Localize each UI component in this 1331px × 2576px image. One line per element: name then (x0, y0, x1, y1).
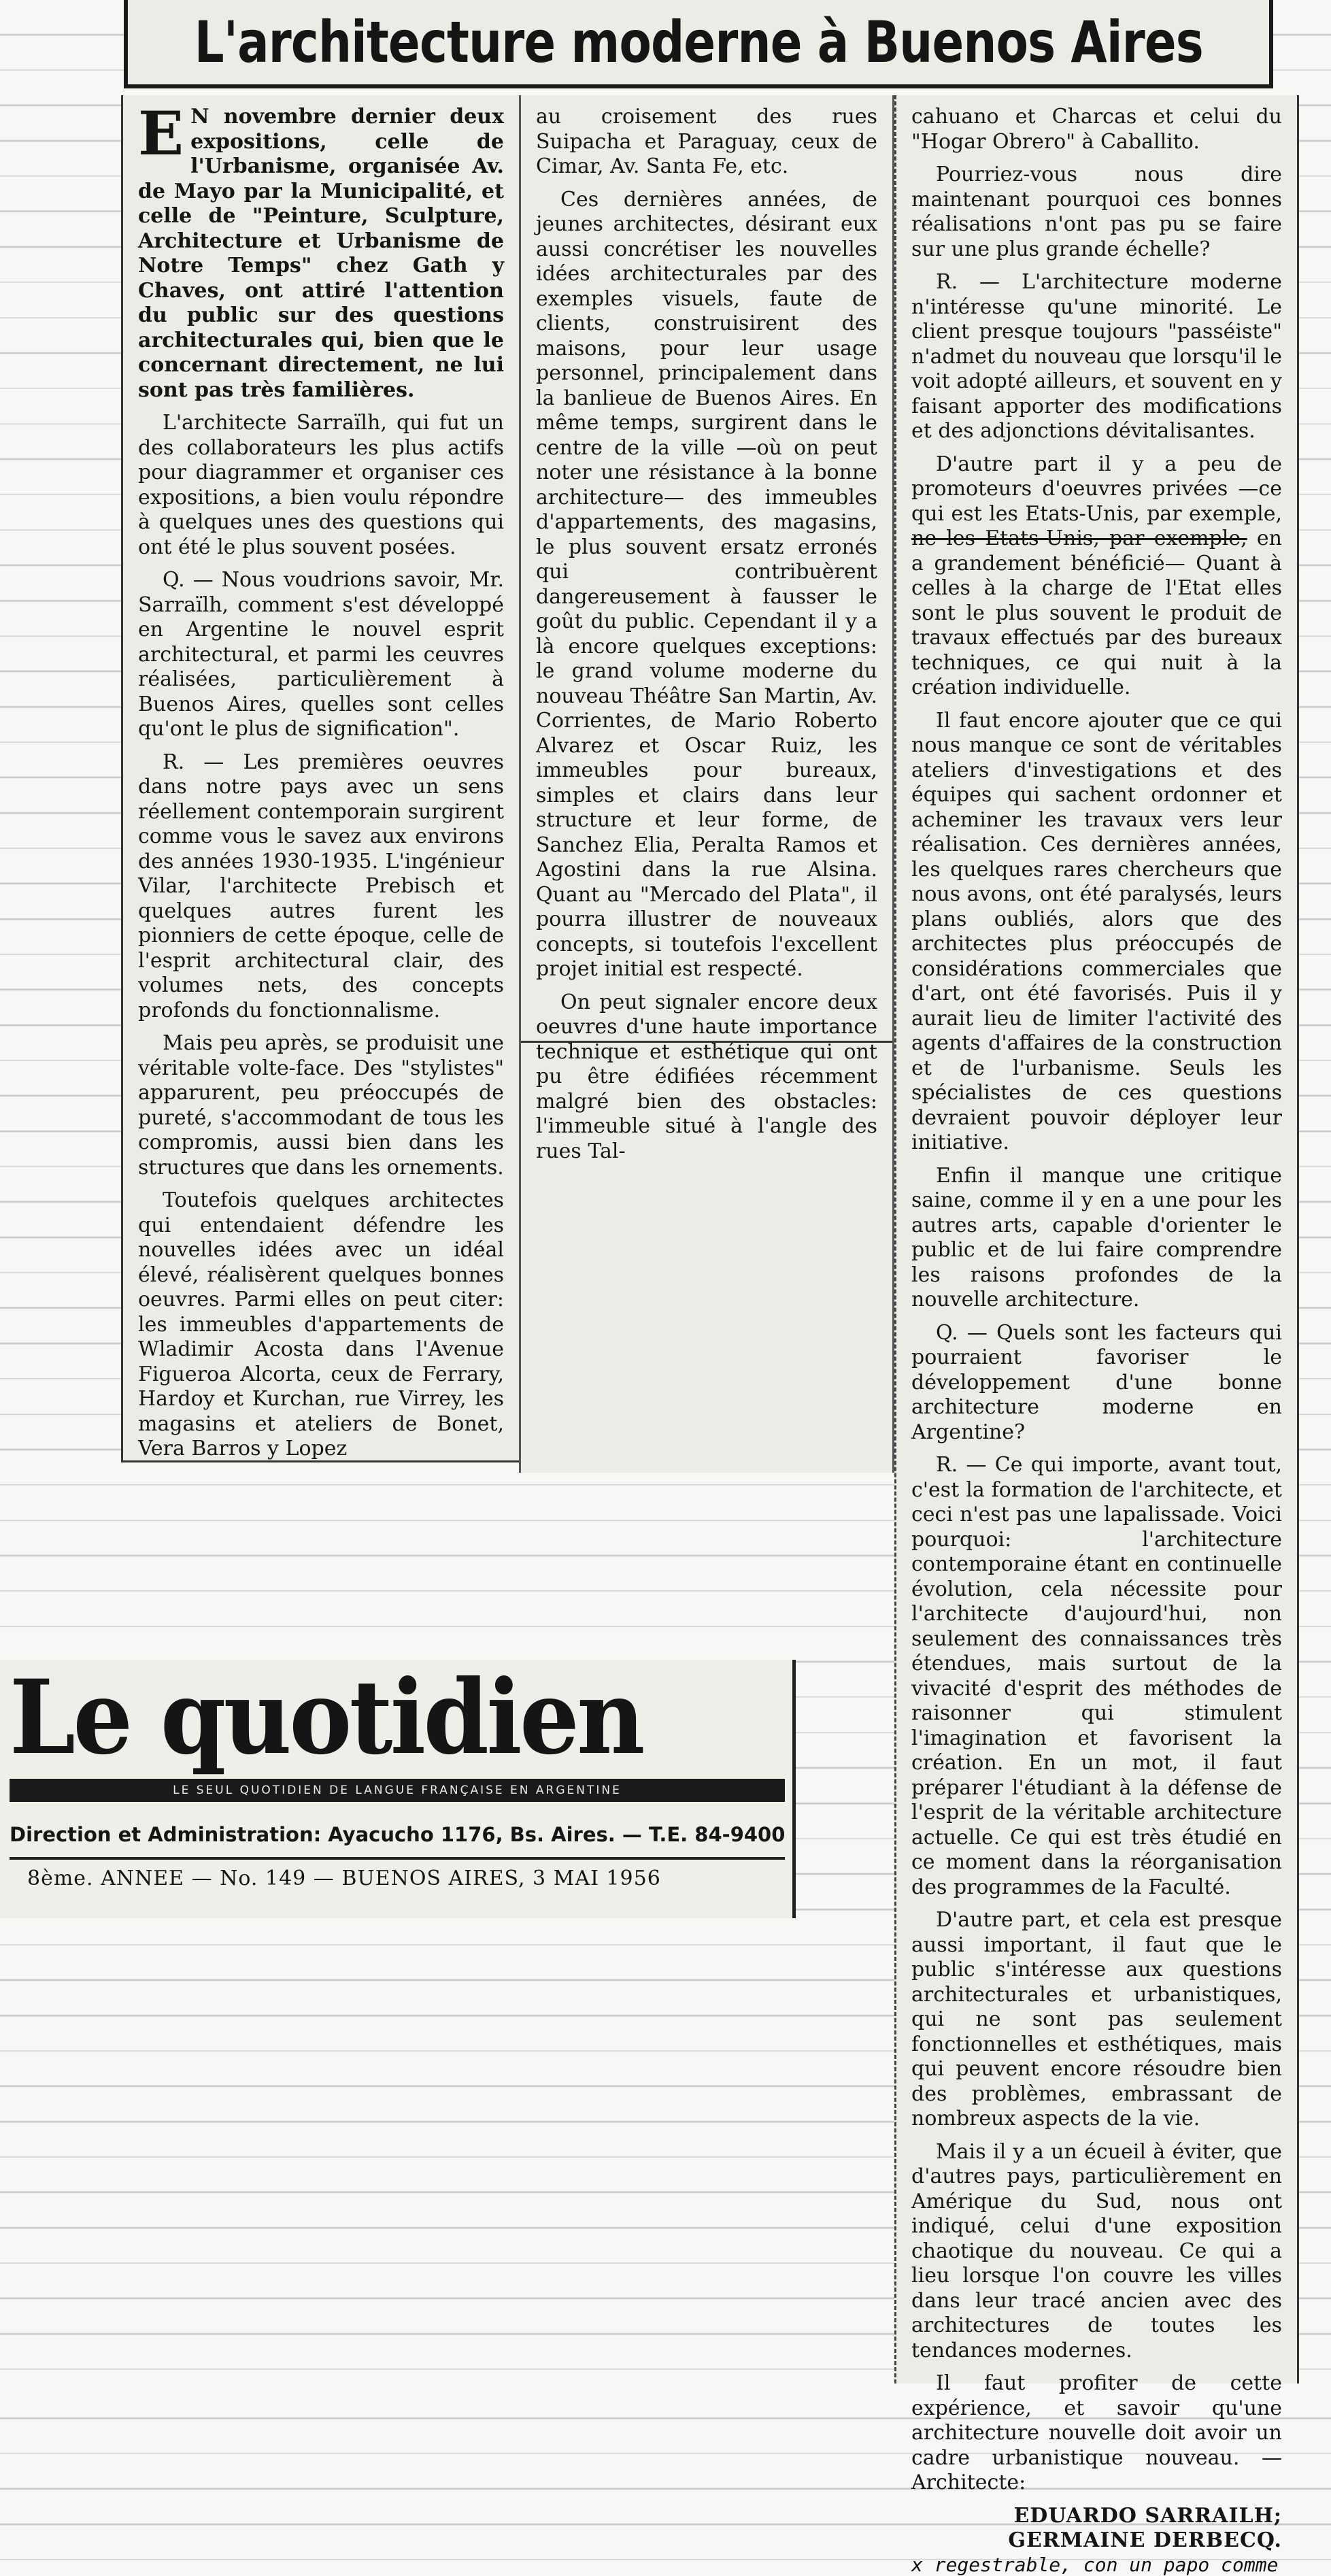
struck-text: ne les Etats-Unis, par exemple, (911, 526, 1247, 550)
masthead-title: Le quotidien (10, 1658, 643, 1777)
masthead-rule (10, 1857, 785, 1860)
question-paragraph: Pourriez-vous nous dire maintenant pourquoi ces bonnes réalisations n'ont pas pu se faire sur une plus grande échelle? (911, 163, 1282, 261)
paragraph: D'autre part, et cela est presque aussi important, il faut que le public s'intéresse aux questions architecturales et urbanistiques, qui ne sont pas seulement fonctionnelles et esthétiques, mais qui peuvent encore résoudre bien des problèmes, embrassant de nombreux aspects de la vie. (911, 1908, 1282, 2130)
article-column-1 (121, 95, 519, 1462)
headline-box (124, 0, 1273, 88)
answer-paragraph: R. — L'architecture moderne n'intéresse qu'une minorité. Le client presque toujours "passéiste" n'admet du nouveau que lorsqu'il le voit adopté ailleurs, et souvent en y faisant apporter des modifications et des adjonctions dévitalisantes. (911, 270, 1282, 443)
author-2: GERMAINE DERBECQ. (1008, 2528, 1282, 2552)
paragraph-with-correction (911, 452, 1282, 701)
column-divider (521, 1041, 892, 1473)
signature (911, 2504, 1282, 2554)
paragraph: Ces dernières années, de jeunes architectes, désirant eux aussi concrétiser les nouvelles idées architecturales par des exemples visuels, faute de clients, construisirent des maisons, pour leur usage personnel, principalement dans la banlieue de Buenos Aires. En même temps, surgirent dans le centre de la ville —où on peut noter une résistance à la bonne architecture— des immeubles d'appartements, des magasins, le plus souvent ersatz erronés qui contribuèrent dangereusement à fausser le goût du public. Cependant il y a là encore quelques exceptions: le grand volume moderne du nouveau Théâtre San Martin, Av. Corrientes, de Mario Roberto Alvarez et Oscar Ruiz, les immeubles pour bureaux, simples et clairs dans leur structure et leur forme, de Sanchez Elia, Peralta Ramos et Agostini dans la rue Alsina. Quant au "Mercado del Plata", il pourra illustrer de nouveaux concepts, si toutefois l'excellent projet initial est respecté. (536, 187, 877, 981)
paragraph: Il faut profiter de cette expérience, et savoir qu'une architecture nouvelle doit avoir un cadre urbanistique nouveau. — Architecte: (911, 2371, 1282, 2494)
headline: L'architecture moderne à Buenos Aires (194, 9, 1203, 76)
paragraph: Mais il y a un écueil à éviter, que d'autres pays, particulièrement en Amérique du Sud, nous ont indiqué, celui d'une exposition chaotique du nouveau. Ce qui a lieu lorsque l'on couvre les villes dans leur tracé ancien avec des architectures de toutes les tendances modernes. (911, 2139, 1282, 2362)
paragraph: Mais peu après, se produisit une véritable volte-face. Des "stylistes" apparurent, peu préoccupés de pureté, s'accommodant de tous les compromis, aussi bien dans les structures que dans les ornements. (138, 1031, 504, 1180)
text-span: D'autre part il y a peu de promoteurs d'oeuvres privées —ce qui est les Etats-Unis, par exemple, (911, 452, 1282, 526)
paragraph: cahuano et Charcas et celui du "Hogar Obrero" à Caballito. (911, 105, 1282, 154)
paragraph: L'architecte Sarraïlh, qui fut un des collaborateurs les plus actifs pour diagrammer et organiser ces expositions, a bien voulu répondre à quelques unes des questions qui ont été le plus souvent posées. (138, 411, 504, 559)
question-paragraph: Q. — Nous voudrions savoir, Mr. Sarraïlh, comment s'est développé en Argentine le nouvel esprit architectural, et parmi les ceuvres réalisées, particulièrement à Buenos Aires, quelles sont celles qu'ont le plus de signification". (138, 568, 504, 741)
article-column-2 (519, 95, 894, 1473)
masthead-tagline: LE SEUL QUOTIDIEN DE LANGUE FRANÇAISE EN ARGENTINE (10, 1779, 785, 1802)
question-paragraph: Q. — Quels sont les facteurs qui pourraient favoriser le développement d'une bonne architecture moderne en Argentine? (911, 1320, 1282, 1444)
paragraph: On peut signaler encore deux oeuvres d'une haute importance technique et esthétique qui ont pu être édifiées récemment malgré bien des obstacles: l'immeuble situé à l'angle des rues Tal- (536, 990, 877, 1163)
answer-paragraph: R. — Les premières oeuvres dans notre pays avec un sens réellement contemporain surgirent comme vous le savez aux environs des années 1930-1935. L'ingénieur Vilar, l'architecte Prebisch et quelques autres furent les pionniers de cette époque, celle de l'esprit architectural clair, des volumes nets, des concepts profonds du fonctionnalisme. (138, 750, 504, 1022)
intro-text: N novembre dernier deux expositions, celle de l'Urbanisme, organisée Av. de Mayo par la Municipalité, et celle de "Peinture, Sculpture, Architecture et Urbanisme de Notre Temps" chez Gath y Chaves, ont attiré l'attention du public sur des questions architecturales qui, bien que le concernant directement, ne lui sont pas très familières. (138, 105, 504, 402)
drop-cap: E (138, 98, 184, 169)
text-span: en a grandement bénéficié— Quant à celles à la charge de l'Etat elles sont le plus souvent le produit de travaux effectués par des bureaux techniques, ce qui nuit à la création individuelle. (911, 526, 1282, 699)
newspaper-masthead (0, 1660, 796, 1918)
paragraph: Il faut encore ajouter que ce qui nous manque ce sont de véritables ateliers d'investigations et des équipes qui sachent ordonner et acheminer les travaux vers leur réalisation. Ces dernières années, les quelques rares chercheurs que nous avons, ont été paralysés, leurs plans oubliés, alors que des architectes plus préoccupés de considérations commerciales que d'art, ont été favorisés. Puis il y aurait lieu de limiter l'activité des agents d'affaires de la construction et de l'urbanisme. Seuls les spécialistes de ces questions devraient pouvoir déployer leur initiative. (911, 708, 1282, 1154)
author-1: EDUARDO SARRAILH; (1013, 2503, 1282, 2528)
answer-paragraph: R. — Ce qui importe, avant tout, c'est la formation de l'architecte, et ceci n'est pas une lapalissade. Voici pourquoi: l'architecture contemporaine étant en continuelle évolution, cela nécessite pour l'architecte d'aujourd'hui, non seulement des connaissances très étendues, mais surtout de la vivacité d'esprit des méthodes de raisonner qui stimulent l'imagination et favorisent la création. En un mot, il faut préparer l'étudiant à la défense de l'esprit de la véritable architecture actuelle. Ce qui est très étudié en ce moment dans la réorganisation des programmes de la Faculté. (911, 1453, 1282, 1899)
intro-paragraph (138, 98, 504, 403)
paragraph: au croisement des rues Suipacha et Paraguay, ceux de Cimar, Av. Santa Fe, etc. (536, 105, 877, 178)
handwritten-note: x regestrable, con un papo comme (911, 2553, 1279, 2576)
masthead-direction: Direction et Administration: Ayacucho 1176, Bs. Aires. — T.E. 84-9400 (10, 1823, 786, 1846)
paragraph: Enfin il manque une critique saine, comme il y en a une pour les autres arts, capable d'orienter le public et de lui faire comprendre les raisons profondes de la nouvelle architecture. (911, 1163, 1282, 1311)
masthead-issue-line: 8ème. ANNEE — No. 149 — BUENOS AIRES, 3 MAI 1956 (27, 1867, 661, 1890)
paragraph: Toutefois quelques architectes qui entendaient défendre les nouvelles idées avec un idéal élevé, réalisèrent quelques bonnes oeuvres. Parmi elles on peut citer: les immeubles d'appartements de Wladimir Acosta dans l'Avenue Figueroa Alcorta, ceux de Ferrary, Hardoy et Kurchan, rue Virrey, les magasins et ateliers de Bonet, Vera Barros y Lopez (138, 1188, 504, 1460)
article-column-3 (894, 95, 1299, 2576)
